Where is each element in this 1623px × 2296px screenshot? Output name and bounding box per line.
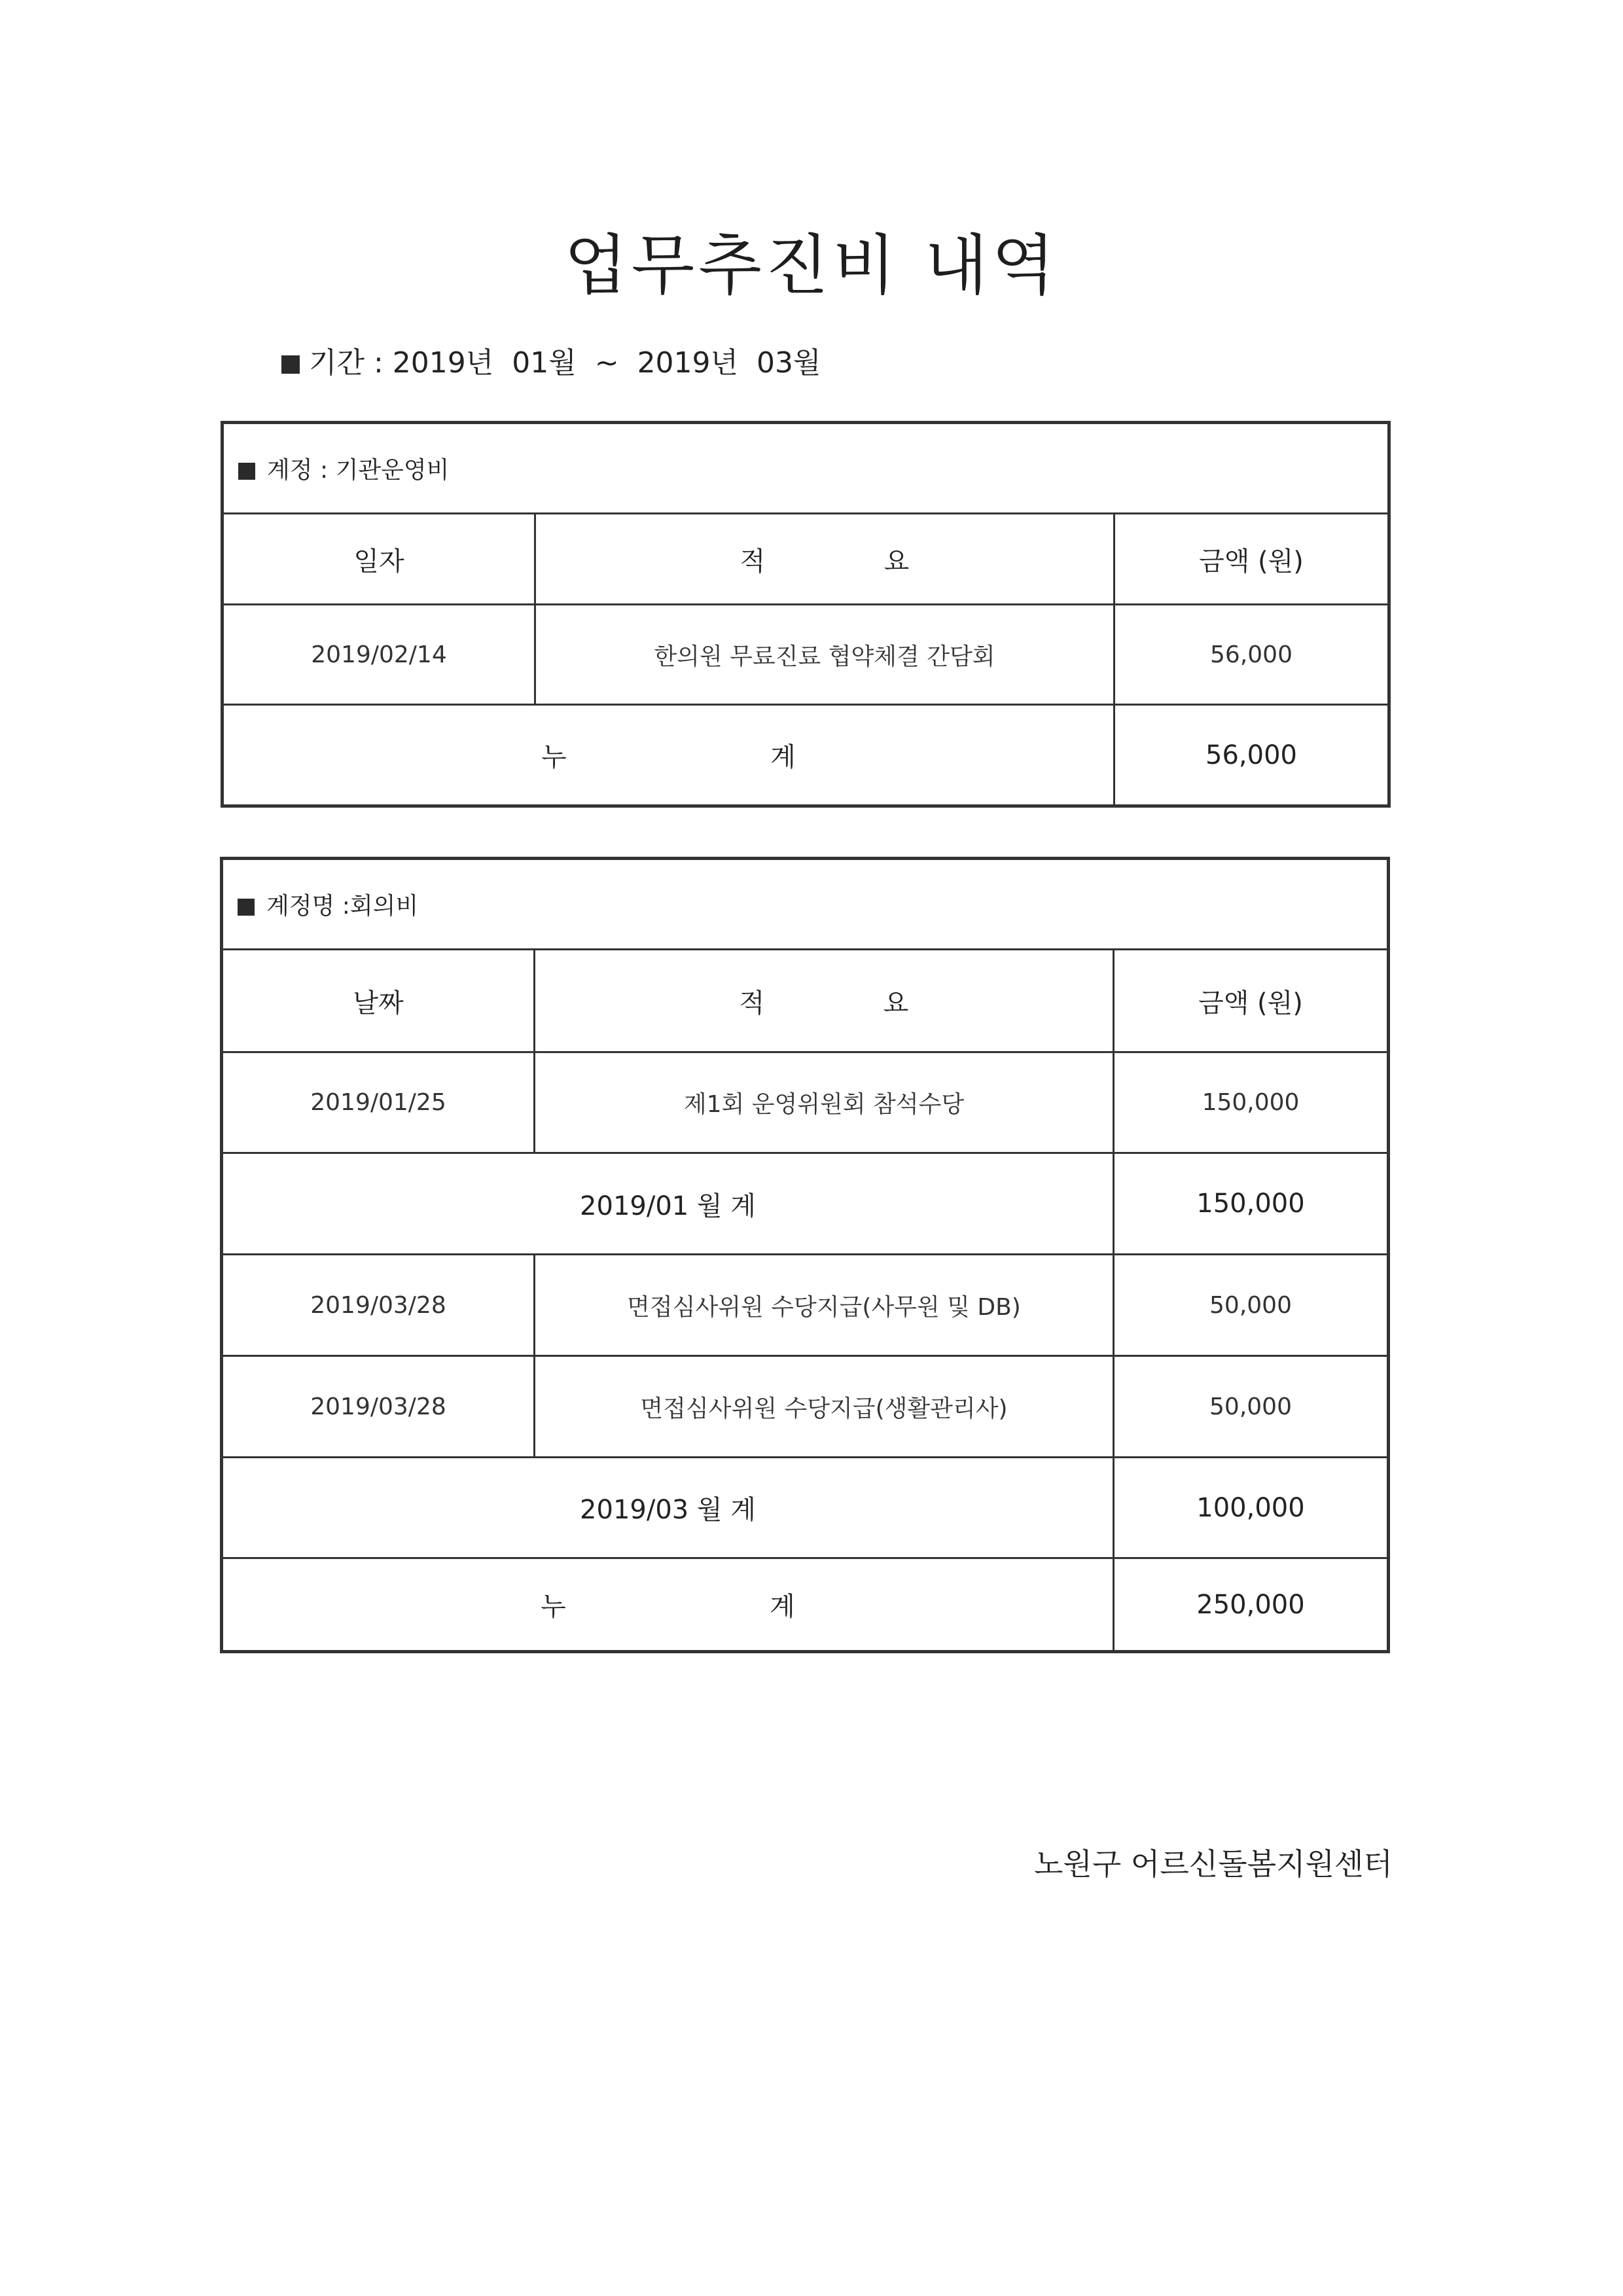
table-row [222, 1052, 1389, 1153]
row-description: 면접심사위원 수당지급(사무원 및 DB) [535, 1255, 1114, 1356]
column-header-date: 일자 [223, 514, 535, 605]
period-text: 기간 : 2019년 01월 ~ 2019년 03월 [309, 346, 821, 380]
row-date: 2019/03/28 [222, 1356, 535, 1458]
column-header-description: 적 요 [535, 950, 1114, 1052]
section-label: 계정명 :회의비 [266, 893, 419, 920]
subtotal-row [222, 1153, 1389, 1255]
subtotal-row [222, 1458, 1389, 1558]
row-description: 면접심사위원 수당지급(생활관리사) [535, 1356, 1114, 1458]
row-date: 2019/02/14 [223, 605, 535, 705]
row-amount: 56,000 [1115, 605, 1389, 705]
total-amount: 56,000 [1115, 705, 1389, 806]
subtotal-label: 2019/03 월 계 [222, 1458, 1114, 1558]
row-amount: 50,000 [1114, 1356, 1389, 1458]
row-date: 2019/01/25 [222, 1052, 535, 1153]
row-date: 2019/03/28 [222, 1255, 535, 1356]
total-amount: 250,000 [1114, 1558, 1389, 1652]
section-header [222, 859, 1389, 950]
total-label: 누 계 [222, 1558, 1114, 1652]
period-line [281, 339, 821, 381]
column-header-description: 적 요 [535, 514, 1115, 605]
square-bullet-icon [238, 463, 255, 480]
subtotal-amount: 100,000 [1114, 1458, 1389, 1558]
total-row [223, 705, 1389, 806]
total-row [222, 1558, 1389, 1652]
square-bullet-icon [238, 899, 255, 916]
table-row [222, 1255, 1389, 1356]
ledger-table-operations [221, 421, 1391, 808]
column-header-amount: 금액 (원) [1114, 950, 1389, 1052]
table-row [223, 605, 1389, 705]
section-label: 계정 : 기관운영비 [267, 457, 450, 484]
total-label: 누 계 [223, 705, 1115, 806]
section-header [223, 423, 1389, 514]
ledger-table-meetings [220, 857, 1390, 1653]
subtotal-amount: 150,000 [1114, 1153, 1389, 1255]
row-description: 제1회 운영위원회 참석수당 [535, 1052, 1114, 1153]
row-amount: 150,000 [1114, 1052, 1389, 1153]
organization-name: 노원구 어르신돌봄지원센터 [1034, 1846, 1393, 1882]
column-header-amount: 금액 (원) [1115, 514, 1389, 605]
row-amount: 50,000 [1114, 1255, 1389, 1356]
subtotal-label: 2019/01 월 계 [222, 1153, 1114, 1255]
column-header-date: 날짜 [222, 950, 535, 1052]
row-description: 한의원 무료진료 협약체결 간담회 [535, 605, 1115, 705]
table-row [222, 1356, 1389, 1458]
document-title: 업무추진비 내역 [564, 227, 1059, 304]
square-bullet-icon [281, 355, 300, 374]
